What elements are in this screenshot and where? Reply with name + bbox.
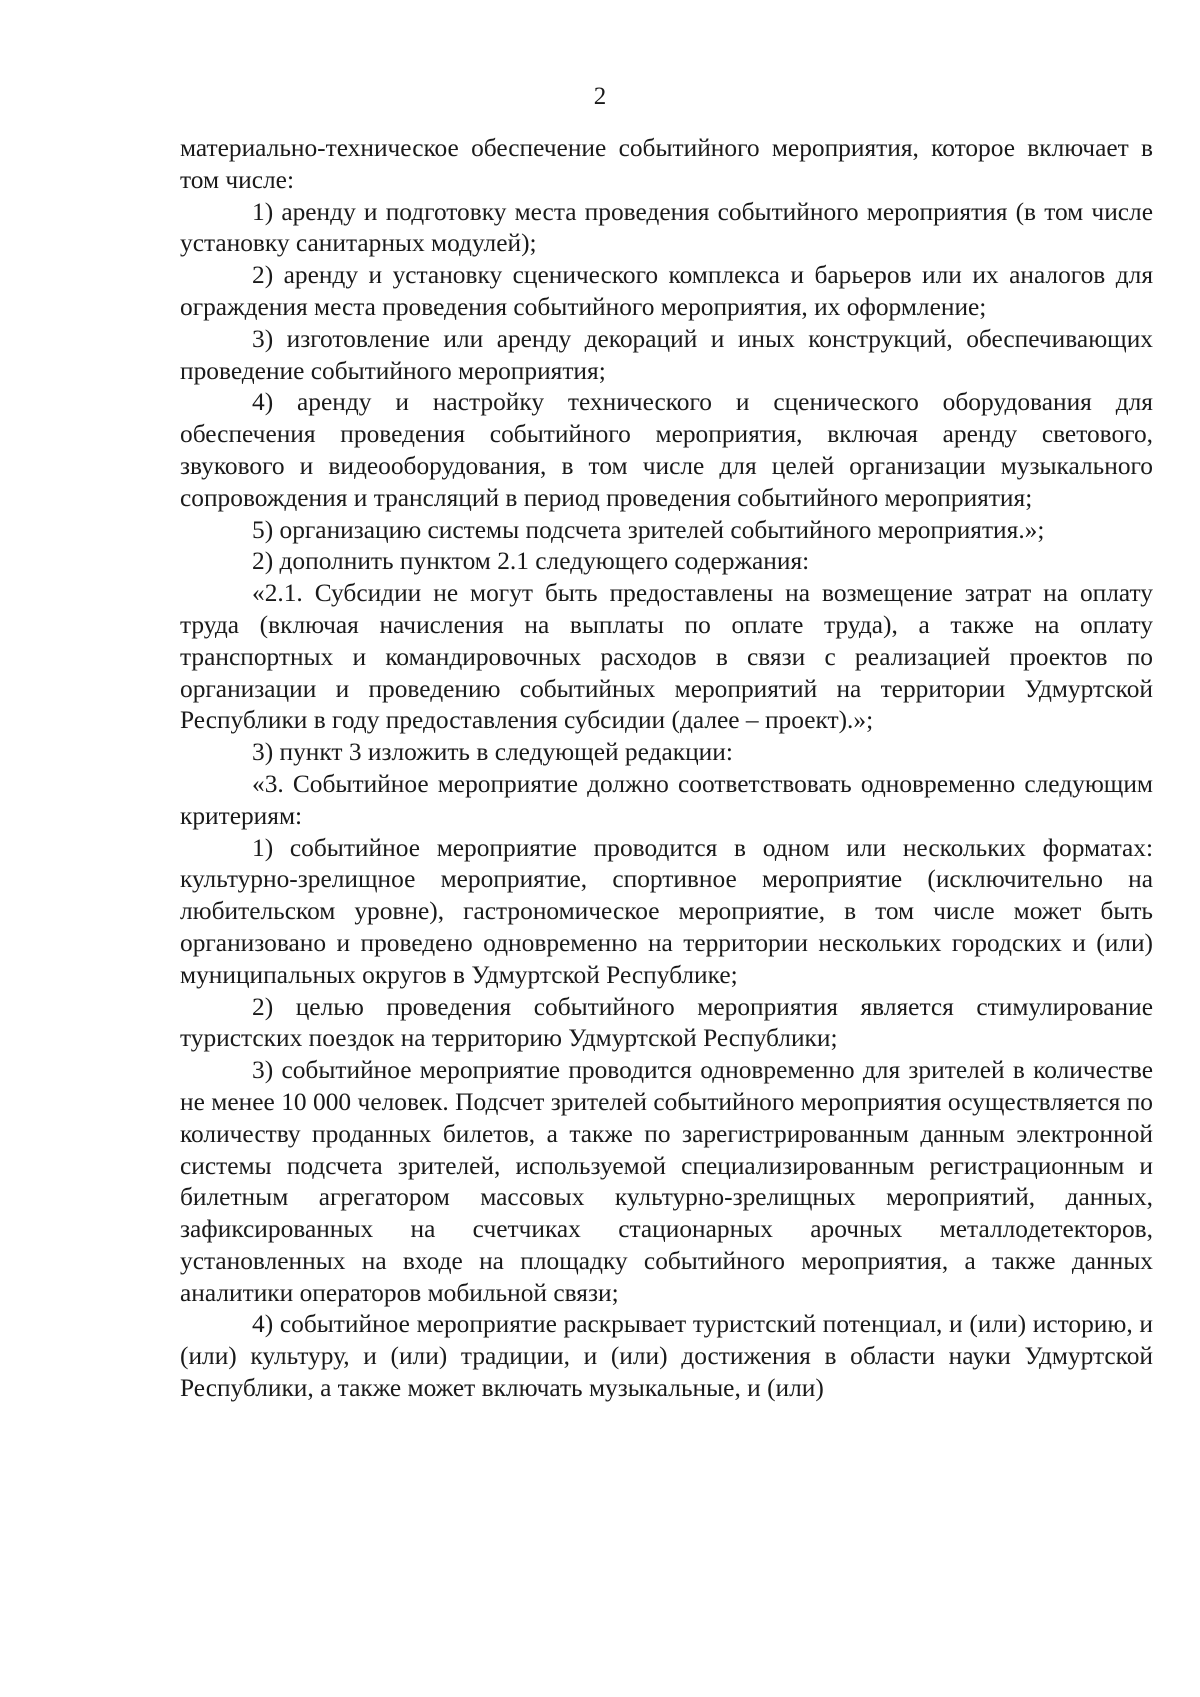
criterion-audience: 3) событийное мероприятие проводится одновременно для зрителей в количестве не менее 10 000 человек. Подсчет зрителей событийного мероприятия осуществляется по количеству проданных билетов, а также по зарегистрированным данным электронной системы подсчета зрителей, используемой специализированным регистрационным и билетным агрегатором массовых культурно-зрелищных мероприятий, данных, зафиксированных на счетчиках стационарных арочных металлодетекторов, установленных на входе на площадку событийного мероприятия, а также данных аналитики операторов мобильной связи; xyxy=(180,1056,1153,1307)
criterion-formats: 1) событийное мероприятие проводится в одном или нескольких форматах: культурно-зрелищное мероприятие, спортивное мероприятие (исключительно на любительском уровне), гастрономическое мероприятие, в том числе может быть организовано и проведено одновременно на территории нескольких городских и (или) муниципальных округов в Удмуртской Республике; xyxy=(180,833,1153,989)
criterion-potential: 4) событийное мероприятие раскрывает туристский потенциал, и (или) историю, и (или) культуру, и (или) традиции, и (или) достижения в области науки Удмуртской Республики, а также может включать музыкальные, и (или) xyxy=(180,1310,1153,1403)
list-item-rent-venue: 1) аренду и подготовку места проведения событийного мероприятия (в том числе установку санитарных модулей); xyxy=(180,197,1153,258)
clause-3-intro: «3. Событийное мероприятие должно соответствовать одновременно следующим критериям: xyxy=(180,769,1153,830)
paragraph-intro: материально-техническое обеспечение событийного мероприятия, которое включает в том числе: xyxy=(180,134,1153,194)
list-item-equipment: 4) аренду и настройку технического и сценического оборудования для обеспечения проведения событийного мероприятия, включая аренду светового, звукового и видеооборудования, в том числе для целей организации музыкального сопровождения и трансляций в период проведения событийного мероприятия; xyxy=(180,388,1153,512)
amendment-clause-3: 3) пункт 3 изложить в следующей редакции: xyxy=(252,738,733,767)
list-item-decorations: 3) изготовление или аренду декораций и иных конструкций, обеспечивающих проведение событийного мероприятия; xyxy=(180,324,1153,385)
list-item-stage-complex: 2) аренду и установку сценического комплекса и барьеров или их аналогов для ограждения места проведения событийного мероприятия, их оформление; xyxy=(180,261,1153,321)
page-number: 2 xyxy=(593,83,607,110)
document-body xyxy=(180,133,1153,1405)
list-item-counting-system: 5) организацию системы подсчета зрителей событийного мероприятия.»; xyxy=(252,515,1045,544)
criterion-purpose: 2) целью проведения событийного мероприятия является стимулирование туристских поездок на территорию Удмуртской Республики; xyxy=(180,992,1153,1053)
amendment-add-clause: 2) дополнить пунктом 2.1 следующего содержания: xyxy=(252,547,810,576)
clause-2-1: «2.1. Субсидии не могут быть предоставлены на возмещение затрат на оплату труда (включая начисления на выплаты по оплате труда), а также на оплату транспортных и командировочных расходов в связи с реализацией проектов по организации и проведению событийных мероприятий на территории Удмуртской Республики в году предоставления субсидии (далее – проект).»; xyxy=(180,579,1153,735)
